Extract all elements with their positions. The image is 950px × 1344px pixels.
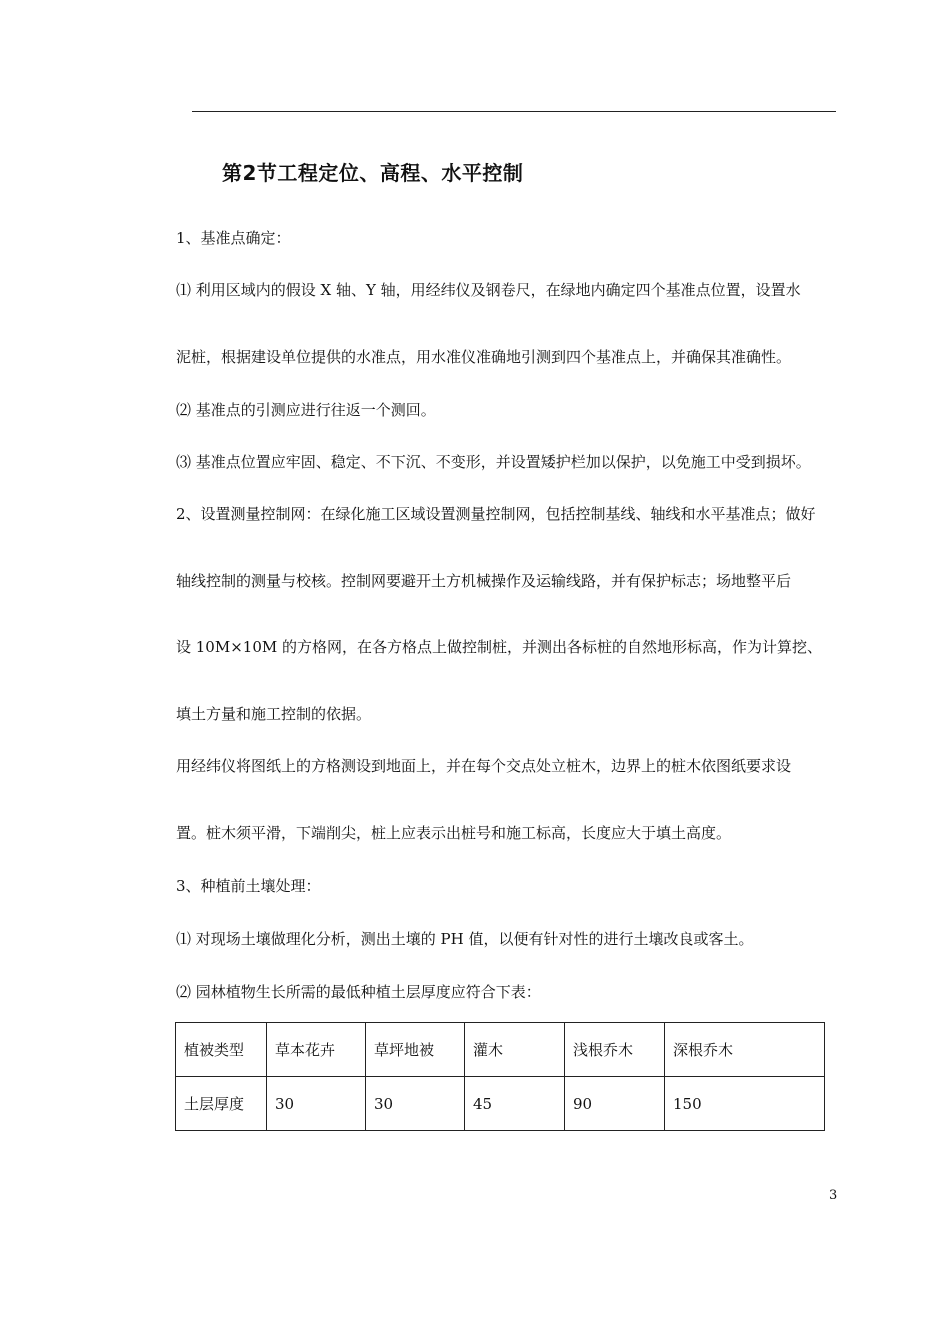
- paragraph-line: 填土方量和施工控制的依据。: [176, 705, 372, 723]
- paragraph-line: 用经纬仪将图纸上的方格测设到地面上，并在每个交点处立桩木，边界上的桩木依图纸要求设: [176, 757, 792, 775]
- table-cell: 45: [465, 1077, 565, 1131]
- table-row: [176, 1077, 825, 1131]
- paragraph-line: 1、基准点确定：: [176, 229, 291, 247]
- paragraph-line: ⑴ 对现场土壤做理化分析，测出土壤的 PH 值，以便有针对性的进行土壤改良或客土。: [176, 930, 754, 948]
- paragraph-line: ⑴ 利用区域内的假设 X 轴、Y 轴，用经纬仪及钢卷尺，在绿地内确定四个基准点位置，设置水: [176, 281, 801, 299]
- table-cell: 植被类型: [176, 1023, 267, 1077]
- paragraph-line: 2、设置测量控制网：在绿化施工区域设置测量控制网，包括控制基线、轴线和水平基准点；做好: [176, 505, 816, 523]
- table-cell: 灌木: [465, 1023, 565, 1077]
- paragraph-line: ⑵ 基准点的引测应进行往返一个测回。: [176, 401, 436, 419]
- table-cell: 草本花卉: [267, 1023, 366, 1077]
- paragraph-line: 泥桩，根据建设单位提供的水准点，用水准仪准确地引测到四个基准点上，并确保其准确性。: [176, 348, 792, 366]
- paragraph-line: 3、种植前土壤处理：: [176, 877, 321, 895]
- soil-depth-table: [175, 1022, 825, 1131]
- paragraph-line: ⑵ 园林植物生长所需的最低种植土层厚度应符合下表：: [176, 983, 541, 1001]
- table-cell: 浅根乔木: [565, 1023, 665, 1077]
- table-cell: 150: [665, 1077, 825, 1131]
- paragraph-line: 设 10M×10M 的方格网，在各方格点上做控制桩，并测出各标桩的自然地形标高，作为计算挖、: [176, 638, 823, 656]
- page-number: 3: [829, 1188, 838, 1203]
- table-cell: 深根乔木: [665, 1023, 825, 1077]
- paragraph-line: ⑶ 基准点位置应牢固、稳定、不下沉、不变形，并设置矮护栏加以保护，以免施工中受到损坏。: [176, 453, 811, 471]
- paragraph-line: 轴线控制的测量与校核。控制网要避开土方机械操作及运输线路，并有保护标志；场地整平后: [176, 572, 792, 590]
- table-cell: 30: [366, 1077, 465, 1131]
- section-title: 第2节工程定位、高程、水平控制: [222, 161, 524, 185]
- table-cell: 90: [565, 1077, 665, 1131]
- header-rule: [192, 111, 836, 112]
- table-cell: 30: [267, 1077, 366, 1131]
- paragraph-line: 置。桩木须平滑，下端削尖，桩上应表示出桩号和施工标高，长度应大于填土高度。: [176, 824, 732, 842]
- table-cell: 草坪地被: [366, 1023, 465, 1077]
- table-header-row: [176, 1023, 825, 1077]
- table-cell: 土层厚度: [176, 1077, 267, 1131]
